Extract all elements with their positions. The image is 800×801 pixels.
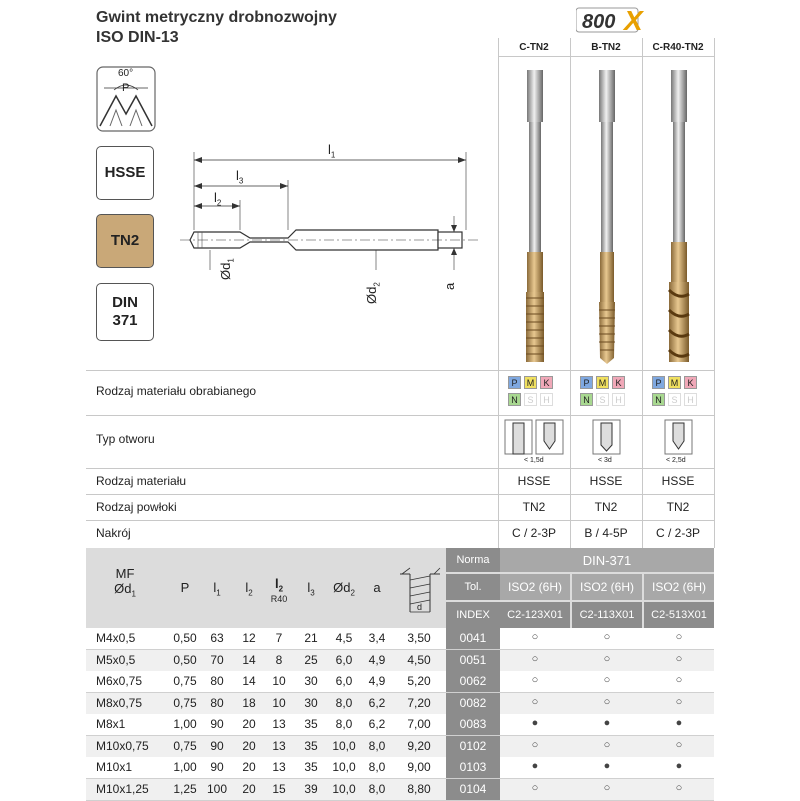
- table-row: [86, 714, 714, 736]
- hole-depth-1: < 1,5d: [524, 457, 544, 464]
- tol-value-2: ISO2 (6H): [572, 574, 642, 600]
- group-k: K: [684, 376, 697, 389]
- cell-l2: 18: [242, 695, 256, 710]
- hdr-a: a: [373, 580, 381, 595]
- cell-l3: 35: [304, 738, 318, 753]
- brand-logo: [576, 6, 656, 34]
- hsse-badge: HSSE: [96, 146, 154, 200]
- cell-l3: 25: [304, 652, 318, 667]
- hdr-l2-r40: $l_2$ R40: [270, 576, 288, 604]
- cell-l2r: 10: [272, 695, 286, 710]
- table-row: [86, 757, 714, 779]
- hole-through-blind-icon: [504, 419, 564, 457]
- hdr-p: P: [180, 580, 190, 595]
- cell-p: 0,50: [173, 631, 197, 645]
- cell-d: 8,80: [407, 781, 431, 796]
- table-row: [86, 693, 714, 715]
- availability-mark: ○: [603, 652, 611, 665]
- cell-mf: M6x0,75: [96, 674, 143, 688]
- cell-mf: M8x1: [96, 717, 126, 731]
- availability-mark: ○: [531, 674, 539, 686]
- coating-value-2: TN2: [594, 500, 618, 514]
- cell-a: 4,9: [368, 674, 386, 688]
- group-h: H: [540, 393, 553, 406]
- cell-d: 9,00: [407, 760, 431, 774]
- cell-mf: M8x0,75: [96, 695, 143, 710]
- availability-mark: ○: [603, 781, 611, 794]
- availability-mark: ○: [675, 652, 683, 665]
- cell-l3: 30: [304, 695, 318, 710]
- hdr-l2: $l_2$: [245, 580, 253, 598]
- cell-l2: 20: [242, 760, 256, 774]
- availability-mark: ○: [603, 631, 611, 643]
- cell-l1: 80: [210, 695, 224, 710]
- cell-mf: M10x0,75: [96, 738, 149, 753]
- group-n: N: [508, 393, 521, 406]
- group-h: H: [612, 393, 625, 406]
- hole-type-blind-3: [664, 419, 694, 467]
- cell-d: 5,20: [407, 674, 431, 688]
- availability-mark: ●: [675, 760, 683, 772]
- availability-mark: ○: [675, 631, 683, 643]
- logo-800x-icon: [576, 6, 656, 34]
- hdr-l3: $l_3$: [307, 580, 315, 598]
- label-l2: $l_2$: [214, 190, 222, 208]
- hdr-norma-value: DIN-371: [500, 548, 714, 572]
- material-value-1: HSSE: [517, 474, 551, 488]
- hole-type-blind-2: [592, 419, 622, 467]
- availability-mark: ○: [531, 738, 539, 751]
- cell-mf: M10x1: [96, 760, 133, 774]
- group-s: S: [668, 393, 681, 406]
- hdr-index: INDEX: [446, 602, 500, 628]
- cell-l1: 100: [206, 781, 228, 796]
- cell-d: 7,00: [407, 717, 431, 731]
- cell-p: 0,75: [173, 738, 197, 753]
- group-k: K: [612, 376, 625, 389]
- col-header-3: C-R40-TN2: [652, 42, 704, 53]
- cell-a: 6,2: [368, 695, 386, 710]
- cell-l3: 21: [304, 631, 318, 645]
- availability-mark: ○: [603, 738, 611, 751]
- cell-a: 8,0: [368, 738, 386, 753]
- availability-mark: ●: [603, 760, 611, 772]
- coating-value-3: TN2: [666, 500, 690, 514]
- cell-d2: 6,0: [335, 652, 353, 667]
- table-row: [86, 650, 714, 672]
- cell-l1: 70: [210, 652, 224, 667]
- availability-mark: ●: [675, 717, 683, 729]
- tap-image-b-tn2: [592, 62, 622, 364]
- cell-a: 3,4: [368, 631, 386, 645]
- cell-a: 4,9: [368, 652, 386, 667]
- cell-idx: 0103: [446, 757, 500, 778]
- tap-image-c-r40-tn2: [664, 62, 694, 364]
- cell-d2: 10,0: [332, 738, 356, 753]
- row-material: Rodzaj materiału: [96, 474, 187, 488]
- cell-idx: 0051: [446, 650, 500, 671]
- cell-idx: 0083: [446, 714, 500, 735]
- tap-image-c-tn2: [520, 62, 550, 364]
- tn2-badge: TN2: [96, 214, 154, 268]
- thread-angle: 60°: [118, 68, 134, 79]
- table-row: [86, 736, 714, 758]
- hdr-d2: $Ød_2$: [333, 580, 355, 598]
- group-p: P: [652, 376, 665, 389]
- row-coating: Rodzaj powłoki: [96, 500, 177, 514]
- cell-mf: M10x1,25: [96, 781, 149, 796]
- cell-l3: 39: [304, 781, 318, 796]
- availability-mark: ○: [675, 695, 683, 708]
- hole-blind-icon: [592, 419, 622, 457]
- coating-value-1: TN2: [522, 500, 546, 514]
- group-n: N: [652, 393, 665, 406]
- cell-d2: 4,5: [335, 631, 353, 645]
- din-badge: [96, 283, 154, 341]
- availability-mark: ●: [603, 717, 611, 729]
- cell-l3: 35: [304, 760, 318, 774]
- cell-l2r: 10: [272, 674, 286, 688]
- cell-l2r: 13: [272, 760, 286, 774]
- hdr-tol: Tol.: [446, 574, 500, 600]
- hdr-l1: $l_1$: [213, 580, 221, 598]
- cell-l1: 90: [210, 760, 224, 774]
- cell-l2: 12: [242, 631, 256, 645]
- title-line1: Gwint metryczny drobnozwojny: [96, 9, 337, 26]
- cell-l2r: 8: [275, 652, 283, 667]
- col-header-2: B-TN2: [591, 42, 621, 53]
- group-m: M: [524, 376, 537, 389]
- hole-depth-2: < 3d: [598, 457, 612, 464]
- label-a: a: [442, 282, 457, 290]
- group-s: S: [524, 393, 537, 406]
- thread-pitch: P: [122, 82, 130, 94]
- col-header-1: C-TN2: [519, 42, 549, 53]
- hdr-norma: Norma: [446, 548, 500, 572]
- index-value-3: C2-513X01: [644, 602, 714, 628]
- availability-mark: ●: [531, 717, 539, 729]
- availability-mark: ●: [531, 760, 539, 772]
- availability-mark: ○: [675, 674, 683, 686]
- cell-d2: 10,0: [332, 760, 356, 774]
- cell-l2: 14: [242, 674, 256, 688]
- row-material-type: Rodzaj materiału obrabianego: [96, 384, 257, 398]
- label-d1: $Ød_1$: [218, 258, 236, 280]
- cell-d2: 8,0: [335, 695, 353, 710]
- material-value-2: HSSE: [589, 474, 623, 488]
- cell-l2r: 15: [272, 781, 286, 796]
- cell-l2: 14: [242, 652, 256, 667]
- cell-mf: M5x0,5: [96, 652, 136, 667]
- availability-mark: ○: [531, 652, 539, 665]
- svg-text:800: 800: [582, 11, 616, 33]
- label-d2: $Ød_2$: [364, 282, 382, 304]
- cell-mf: M4x0,5: [96, 631, 136, 645]
- cell-l1: 90: [210, 717, 224, 731]
- tol-value-1: ISO2 (6H): [500, 574, 570, 600]
- cell-l2: 20: [242, 738, 256, 753]
- label-l1: $l_1$: [328, 142, 336, 160]
- page-title: [96, 8, 337, 48]
- label-l3: $l_3$: [236, 168, 244, 186]
- cell-a: 8,0: [368, 760, 386, 774]
- table-row: [86, 671, 714, 693]
- availability-mark: ○: [675, 738, 683, 751]
- cell-l1: 80: [210, 674, 224, 688]
- availability-mark: ○: [531, 781, 539, 794]
- title-line2: ISO DIN-13: [96, 29, 179, 46]
- cell-d: 3,50: [407, 631, 431, 645]
- chamfer-value-1: C / 2-3P: [511, 526, 556, 540]
- index-value-2: C2-113X01: [572, 602, 642, 628]
- availability-mark: ○: [603, 674, 611, 686]
- hole-depth-3: < 2,5d: [666, 457, 686, 464]
- thread-profile-icon: [96, 66, 156, 132]
- cell-l1: 63: [210, 631, 224, 645]
- cell-p: 0,50: [173, 652, 197, 667]
- cell-a: 6,2: [368, 717, 386, 731]
- din-label: DIN: [112, 294, 138, 311]
- cell-idx: 0082: [446, 693, 500, 714]
- cell-l2r: 13: [272, 717, 286, 731]
- group-s: S: [596, 393, 609, 406]
- chamfer-value-3: C / 2-3P: [655, 526, 700, 540]
- availability-mark: ○: [675, 781, 683, 794]
- cell-d2: 8,0: [335, 717, 353, 731]
- cell-idx: 0102: [446, 736, 500, 757]
- group-p: P: [580, 376, 593, 389]
- group-n: N: [580, 393, 593, 406]
- cell-p: 0,75: [173, 674, 197, 688]
- group-p: P: [508, 376, 521, 389]
- hole-type-through-blind: [504, 419, 564, 467]
- cell-d2: 10,0: [332, 781, 356, 796]
- cell-d: 4,50: [407, 652, 431, 667]
- tap-dimension-drawing: [180, 140, 480, 310]
- cell-l2r: 7: [275, 631, 283, 645]
- material-group-grid-2: [580, 376, 632, 408]
- cell-idx: 0041: [446, 628, 500, 649]
- cell-p: 1,25: [173, 781, 197, 796]
- index-value-1: C2-123X01: [500, 602, 570, 628]
- cell-l2: 20: [242, 717, 256, 731]
- cell-d: 7,20: [407, 695, 431, 710]
- row-chamfer: Nakrój: [96, 526, 131, 540]
- cell-idx: 0062: [446, 671, 500, 692]
- tol-value-3: ISO2 (6H): [644, 574, 714, 600]
- cell-l1: 90: [210, 738, 224, 753]
- din-number: 371: [112, 312, 138, 329]
- cell-d2: 6,0: [335, 674, 353, 688]
- cell-d: 9,20: [407, 738, 431, 753]
- group-k: K: [540, 376, 553, 389]
- availability-mark: ○: [603, 695, 611, 708]
- cell-l3: 35: [304, 717, 318, 731]
- table-row: [86, 779, 714, 801]
- availability-mark: ○: [531, 631, 539, 643]
- group-m: M: [596, 376, 609, 389]
- chamfer-value-2: B / 4-5P: [584, 526, 628, 540]
- cell-l3: 30: [304, 674, 318, 688]
- group-m: M: [668, 376, 681, 389]
- material-value-3: HSSE: [661, 474, 695, 488]
- table-row: [86, 628, 714, 650]
- cell-idx: 0104: [446, 779, 500, 800]
- material-group-grid-3: [652, 376, 704, 408]
- group-h: H: [684, 393, 697, 406]
- cell-a: 8,0: [368, 781, 386, 796]
- drill-icon: d: [398, 560, 442, 620]
- row-hole-type: Typ otworu: [96, 432, 155, 446]
- material-group-grid-1: [508, 376, 560, 408]
- cell-p: 1,00: [173, 717, 197, 731]
- availability-mark: ○: [531, 695, 539, 708]
- cell-l2r: 13: [272, 738, 286, 753]
- cell-l2: 20: [242, 781, 256, 796]
- cell-p: 1,00: [173, 760, 197, 774]
- cell-p: 0,75: [173, 695, 197, 710]
- hole-blind-icon: [664, 419, 694, 457]
- svg-text:X: X: [624, 6, 643, 34]
- hdr-mf: MF $Ød_1$: [114, 566, 136, 599]
